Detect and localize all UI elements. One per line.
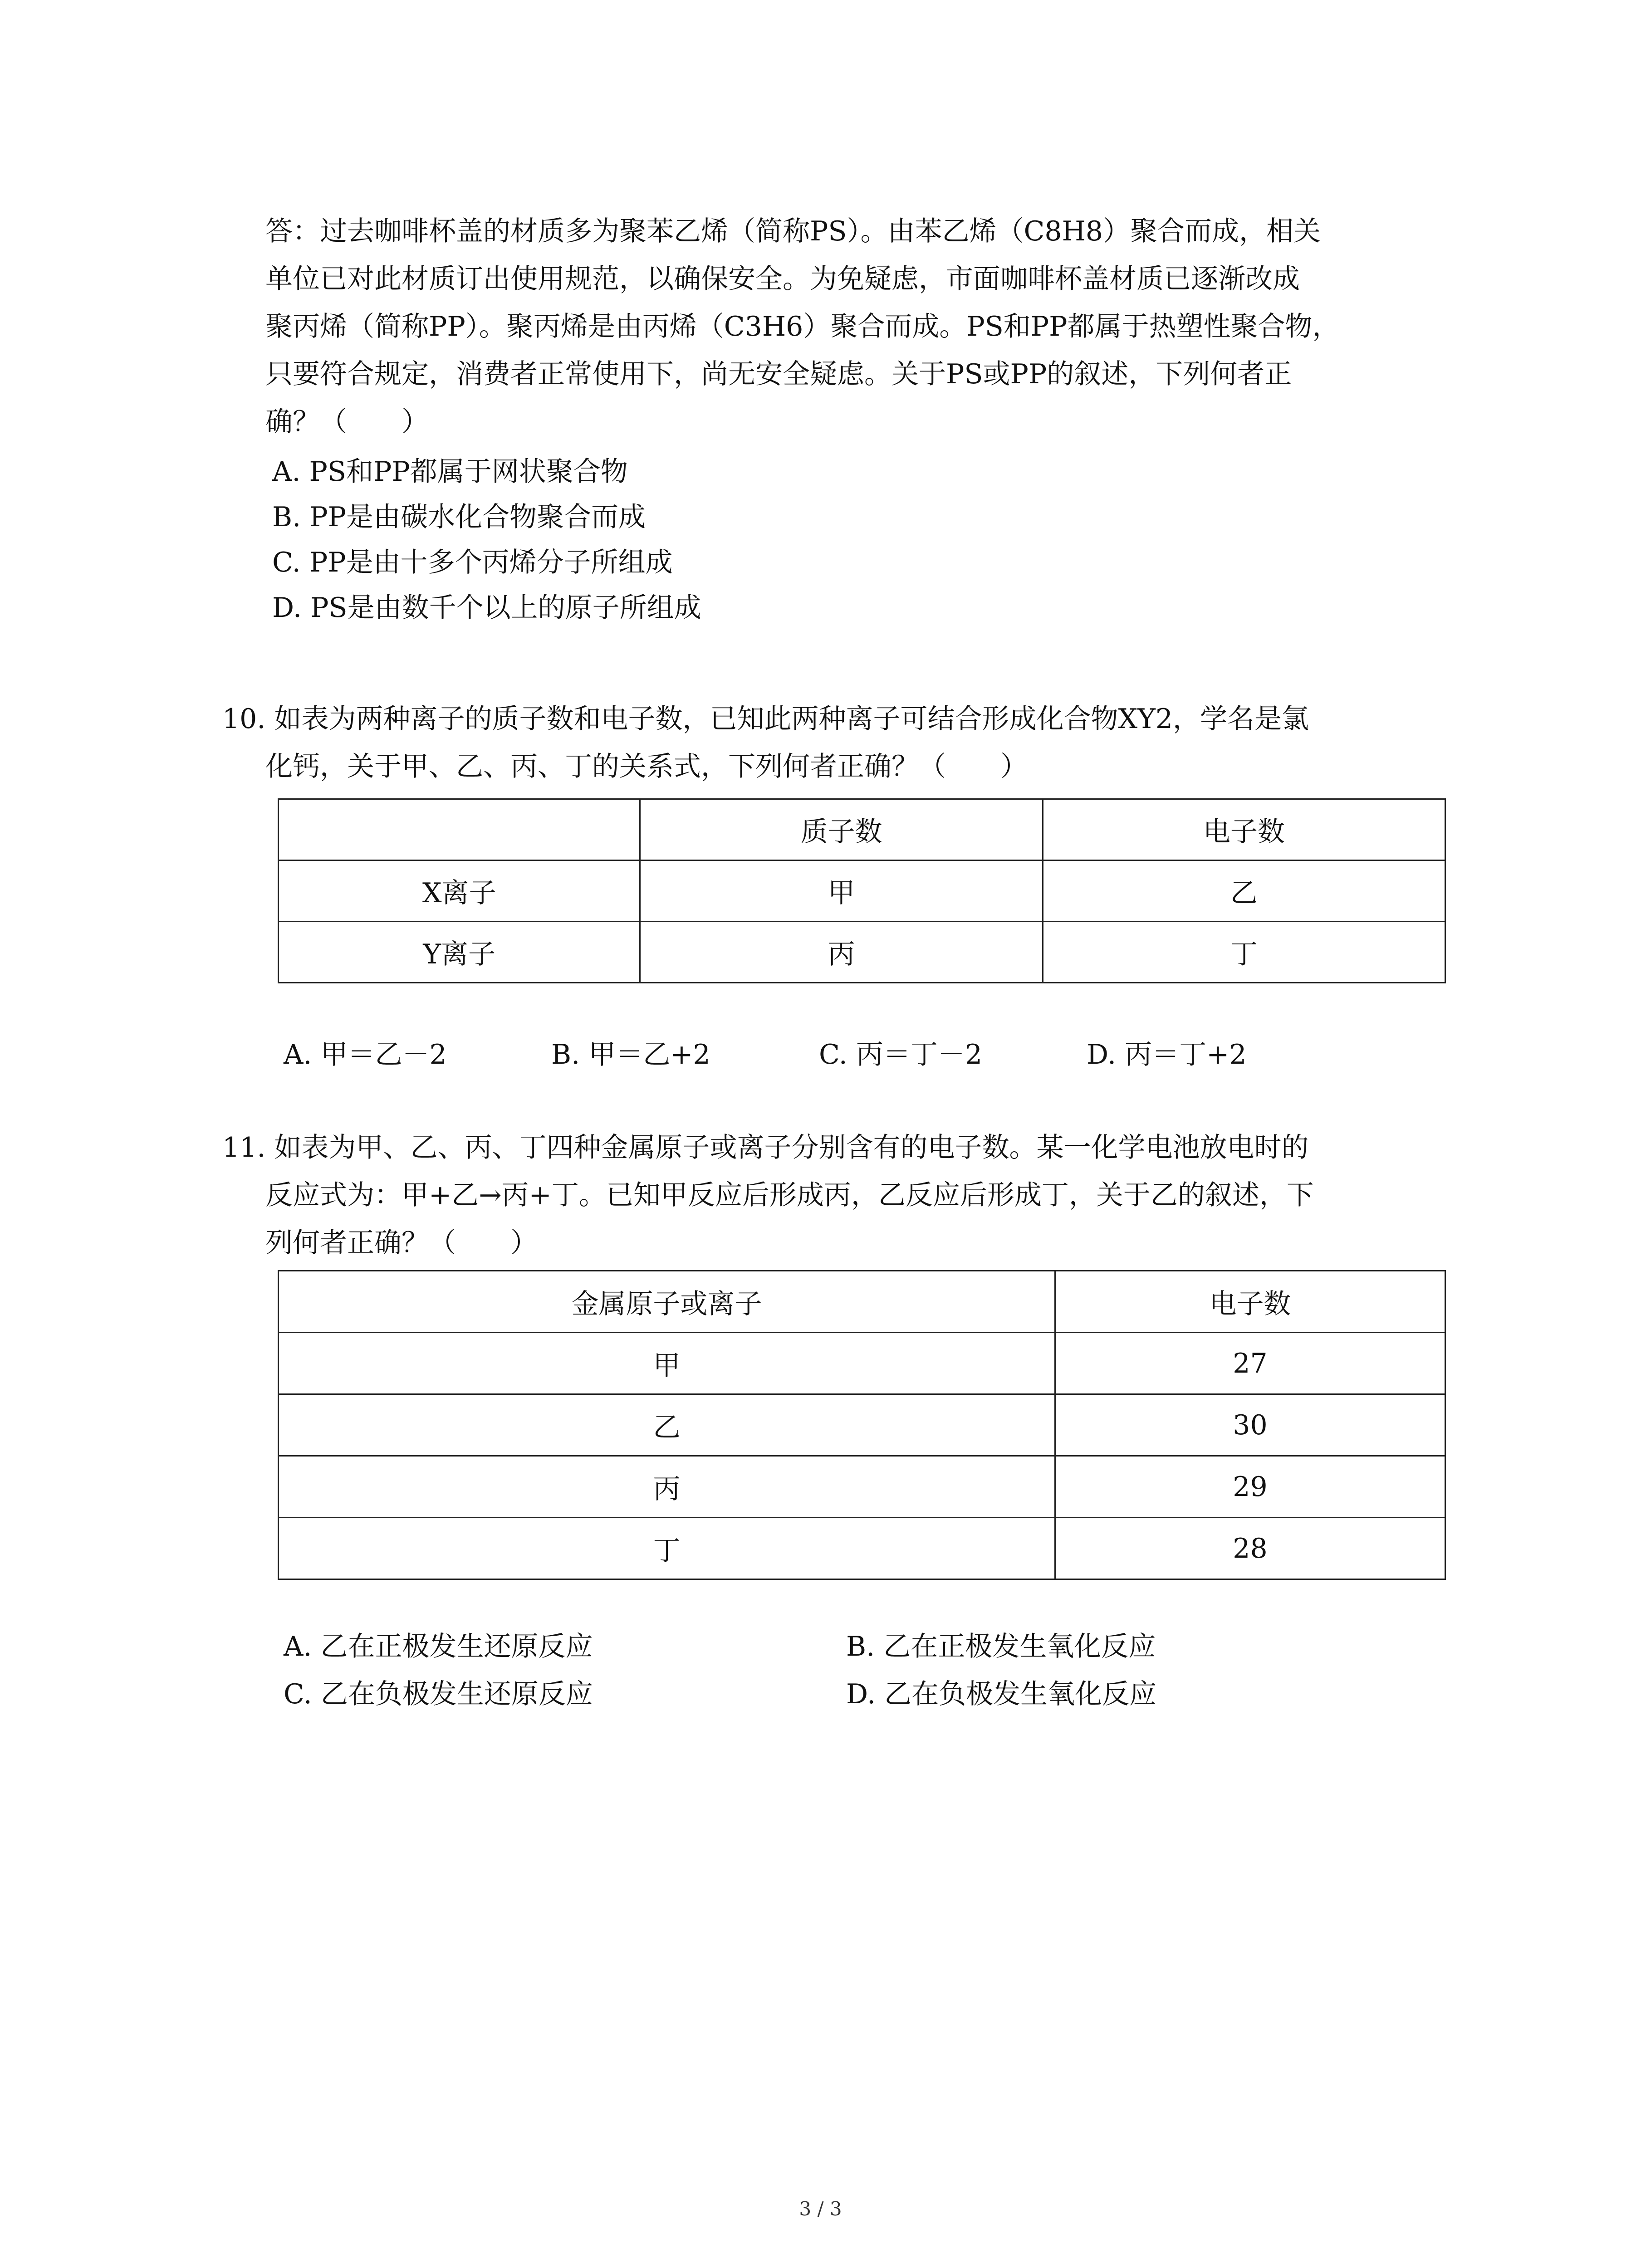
- q11-table-cell: 29: [1055, 1456, 1445, 1518]
- q11-option-d: D. 乙在负极发生氧化反应: [846, 1678, 1157, 1710]
- q10-table-cell: X离子: [279, 860, 640, 922]
- q11-line-3: 列何者正确？（ ）: [265, 1227, 538, 1259]
- q10-line-2: 化钙，关于甲、乙、丙、丁的关系式，下列何者正确？（ ）: [265, 751, 1028, 782]
- q10-table-cell: 甲: [640, 860, 1043, 922]
- q10-line-1: 10. 如表为两种离子的质子数和电子数，已知此两种离子可结合形成化合物XY2，学名是氯: [222, 703, 1309, 735]
- q11-option-a: A. 乙在正极发生还原反应: [284, 1631, 593, 1662]
- q9-line-4: 只要符合规定，消费者正常使用下，尚无安全疑虑。关于PS或PP的叙述，下列何者正: [265, 358, 1292, 390]
- q10-table-cell: Y离子: [279, 922, 640, 983]
- page-number: 3 / 3: [799, 2198, 842, 2220]
- q10-table-header-blank: [279, 799, 640, 860]
- q10-table: [278, 798, 1446, 983]
- q11-table-cell: 丁: [279, 1518, 1055, 1579]
- q10-table-cell: 丙: [640, 922, 1043, 983]
- q11-line-2: 反应式为：甲+乙→丙+丁。已知甲反应后形成丙，乙反应后形成丁，关于乙的叙述，下: [265, 1179, 1314, 1211]
- q9-line-2: 单位已对此材质订出使用规范，以确保安全。为免疑虑，市面咖啡杯盖材质已逐渐改成: [265, 263, 1300, 295]
- q11-table-cell: 30: [1055, 1394, 1445, 1456]
- q9-option-a: A. PS和PP都属于网状聚合物: [272, 456, 628, 488]
- q11-table-cell: 27: [1055, 1333, 1445, 1394]
- q11-table-header-electrons: 电子数: [1055, 1271, 1445, 1333]
- q10-option-c: C. 丙＝丁－2: [819, 1039, 983, 1070]
- q10-option-b: B. 甲＝乙+2: [551, 1039, 710, 1070]
- q9-option-c: C. PP是由十多个丙烯分子所组成: [272, 547, 673, 578]
- q9-line-5: 确？（ ）: [265, 406, 429, 438]
- q11-table-cell: 丙: [279, 1456, 1055, 1518]
- q10-table-header-protons: 质子数: [640, 799, 1043, 860]
- q11-table: [278, 1270, 1446, 1580]
- q9-option-b: B. PP是由碳水化合物聚合而成: [272, 501, 646, 533]
- q11-table-header-species: 金属原子或离子: [279, 1271, 1055, 1333]
- q10-option-a: A. 甲＝乙－2: [284, 1039, 447, 1070]
- q9-line-1: 答：过去咖啡杯盖的材质多为聚苯乙烯（简称PS）。由苯乙烯（C8H8）聚合而成，相关: [265, 215, 1321, 247]
- q11-table-cell: 甲: [279, 1333, 1055, 1394]
- q11-option-c: C. 乙在负极发生还原反应: [284, 1678, 593, 1710]
- q10-table-header-electrons: 电子数: [1043, 799, 1445, 860]
- q11-table-cell: 28: [1055, 1518, 1445, 1579]
- q11-table-cell: 乙: [279, 1394, 1055, 1456]
- q11-option-b: B. 乙在正极发生氧化反应: [846, 1631, 1156, 1662]
- q9-option-d: D. PS是由数千个以上的原子所组成: [272, 592, 701, 624]
- q9-line-3: 聚丙烯（简称PP）。聚丙烯是由丙烯（C3H6）聚合而成。PS和PP都属于热塑性聚合物，: [265, 311, 1340, 342]
- q10-option-d: D. 丙＝丁+2: [1087, 1039, 1247, 1070]
- q10-table-cell: 乙: [1043, 860, 1445, 922]
- q10-table-cell: 丁: [1043, 922, 1445, 983]
- q11-line-1: 11. 如表为甲、乙、丙、丁四种金属原子或离子分别含有的电子数。某一化学电池放电时的: [222, 1132, 1309, 1163]
